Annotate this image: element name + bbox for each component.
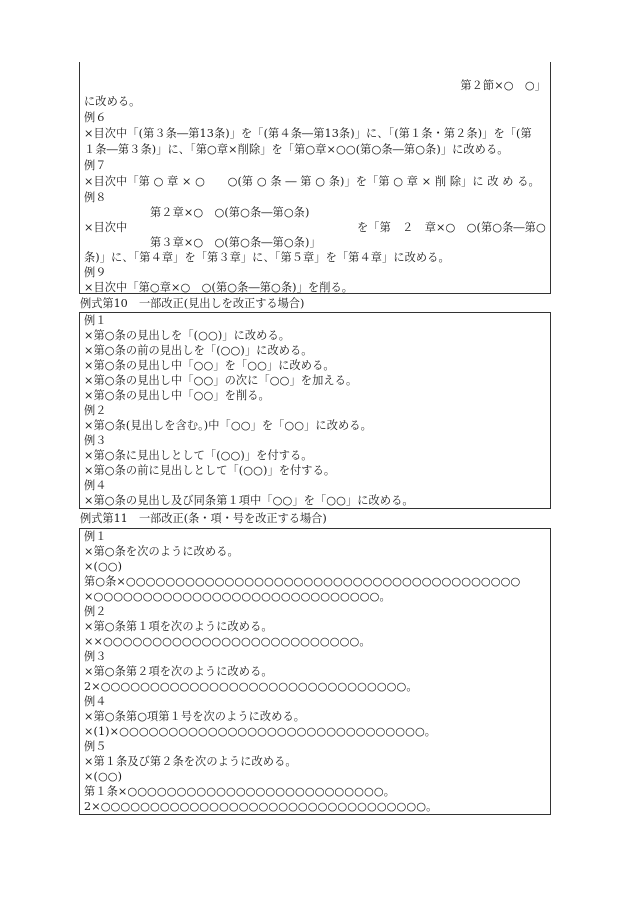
- example-label: 例１: [84, 314, 107, 327]
- example-label: 例８: [84, 191, 107, 204]
- text-line: 第１条×○○○○○○○○○○○○○○○○○○○○○○○○○○。: [84, 785, 396, 798]
- example-label: 例３: [84, 434, 107, 447]
- text-line: ×第１条及び第２条を次のように改める。: [84, 755, 297, 768]
- text-line: ×第○条の見出しを「(○○)」に改める。: [84, 329, 291, 342]
- text-line: ×第○条の前に見出しとして「(○○)」を付する。: [84, 464, 336, 477]
- text-line: ×第○条の見出し中「○○」を「○○」に改める。: [84, 359, 335, 372]
- example-label: 例２: [84, 605, 107, 618]
- text-line: ×(1)×○○○○○○○○○○○○○○○○○○○○○○○○○○○○○○○。: [84, 725, 437, 738]
- example-label: 例４: [84, 695, 107, 708]
- section-heading: 例式第11 一部改正(条・項・号を改正する場合): [80, 512, 327, 525]
- text-line: ×第○条の見出し中「○○」を削る。: [84, 389, 270, 402]
- text-line: ×第○条第２項を次のように改める。: [84, 665, 273, 678]
- example-label: 例２: [84, 404, 107, 417]
- text-line-lower: 第３章×○ ○(第○条―第○条)」: [150, 236, 321, 249]
- text-line: 第○条×○○○○○○○○○○○○○○○○○○○○○○○○○○○○○○○○○○○○○○○○: [84, 575, 521, 588]
- example-label: 例４: [84, 479, 107, 492]
- example-label: 例３: [84, 650, 107, 663]
- example-label: 例６: [84, 111, 107, 124]
- continued-fragment: 第２節×○ ○」: [460, 79, 546, 92]
- section-heading: 例式第10 一部改正(見出しを改正する場合): [80, 297, 305, 310]
- text-line: 条)」に、「第４章」を「第３章」に、「第５章」を「第４章」に改める。: [84, 251, 450, 264]
- text-line: ×第○条の見出し中「○○」の次に「○○」を加える。: [84, 374, 358, 387]
- text-line: １条―第３条)」に、「第○章×削除」を「第○章×○○(第○条―第○条)」に改める。: [84, 143, 509, 156]
- example-label: 例５: [84, 740, 107, 753]
- text-line: ×○○○○○○○○○○○○○○○○○○○○○○○○○○○○○。: [84, 590, 391, 603]
- text-line: ×第○条を次のように改める。: [84, 545, 239, 558]
- example-label: 例９: [84, 266, 107, 279]
- text-line: ×(○○): [84, 770, 123, 783]
- text-line: ×(○○): [84, 560, 123, 573]
- text-line: ××○○○○○○○○○○○○○○○○○○○○○○○○○○。: [84, 635, 371, 648]
- text-line: 2×○○○○○○○○○○○○○○○○○○○○○○○○○○○○○○○○○。: [84, 800, 438, 813]
- text-line-left: ×目次中: [84, 221, 128, 234]
- text-line: ×第○条に見出しとして「(○○)」を付する。: [84, 449, 313, 462]
- text-line-upper: 第２章×○ ○(第○条―第○条): [150, 206, 310, 219]
- text-line: ×第○条(見出しを含む。)中「○○」を「○○」に改める。: [84, 419, 372, 432]
- text-line: ×第○条の前の見出しを「(○○)」に改める。: [84, 344, 313, 357]
- text-line: に改める。: [84, 95, 141, 108]
- text-line: ×第○条第○項第１号を次のように改める。: [84, 710, 306, 723]
- text-line: ×目次中「(第３条―第13条)」を「(第４条―第13条)」に、「(第１条・第２条)」を「(第: [84, 127, 532, 140]
- text-line: ×第○条の見出し及び同条第１項中「○○」を「○○」に改める。: [84, 494, 414, 507]
- text-line: 2×○○○○○○○○○○○○○○○○○○○○○○○○○○○○○○○。: [84, 680, 418, 693]
- example-label: 例７: [84, 159, 107, 172]
- text-line-right: を「第 ２ 章×○ ○(第○条―第○: [357, 221, 546, 234]
- text-line: ×目次中「第○章×○ ○(第○条―第○条)」を削る。: [84, 281, 354, 294]
- example-label: 例１: [84, 530, 107, 543]
- text-line: ×第○条第１項を次のように改める。: [84, 620, 273, 633]
- text-line: ×目次中「第 ○ 章 × ○ ○(第 ○ 条 ― 第 ○ 条)」を「第 ○ 章 × 削 除」に 改 め る。: [84, 175, 540, 188]
